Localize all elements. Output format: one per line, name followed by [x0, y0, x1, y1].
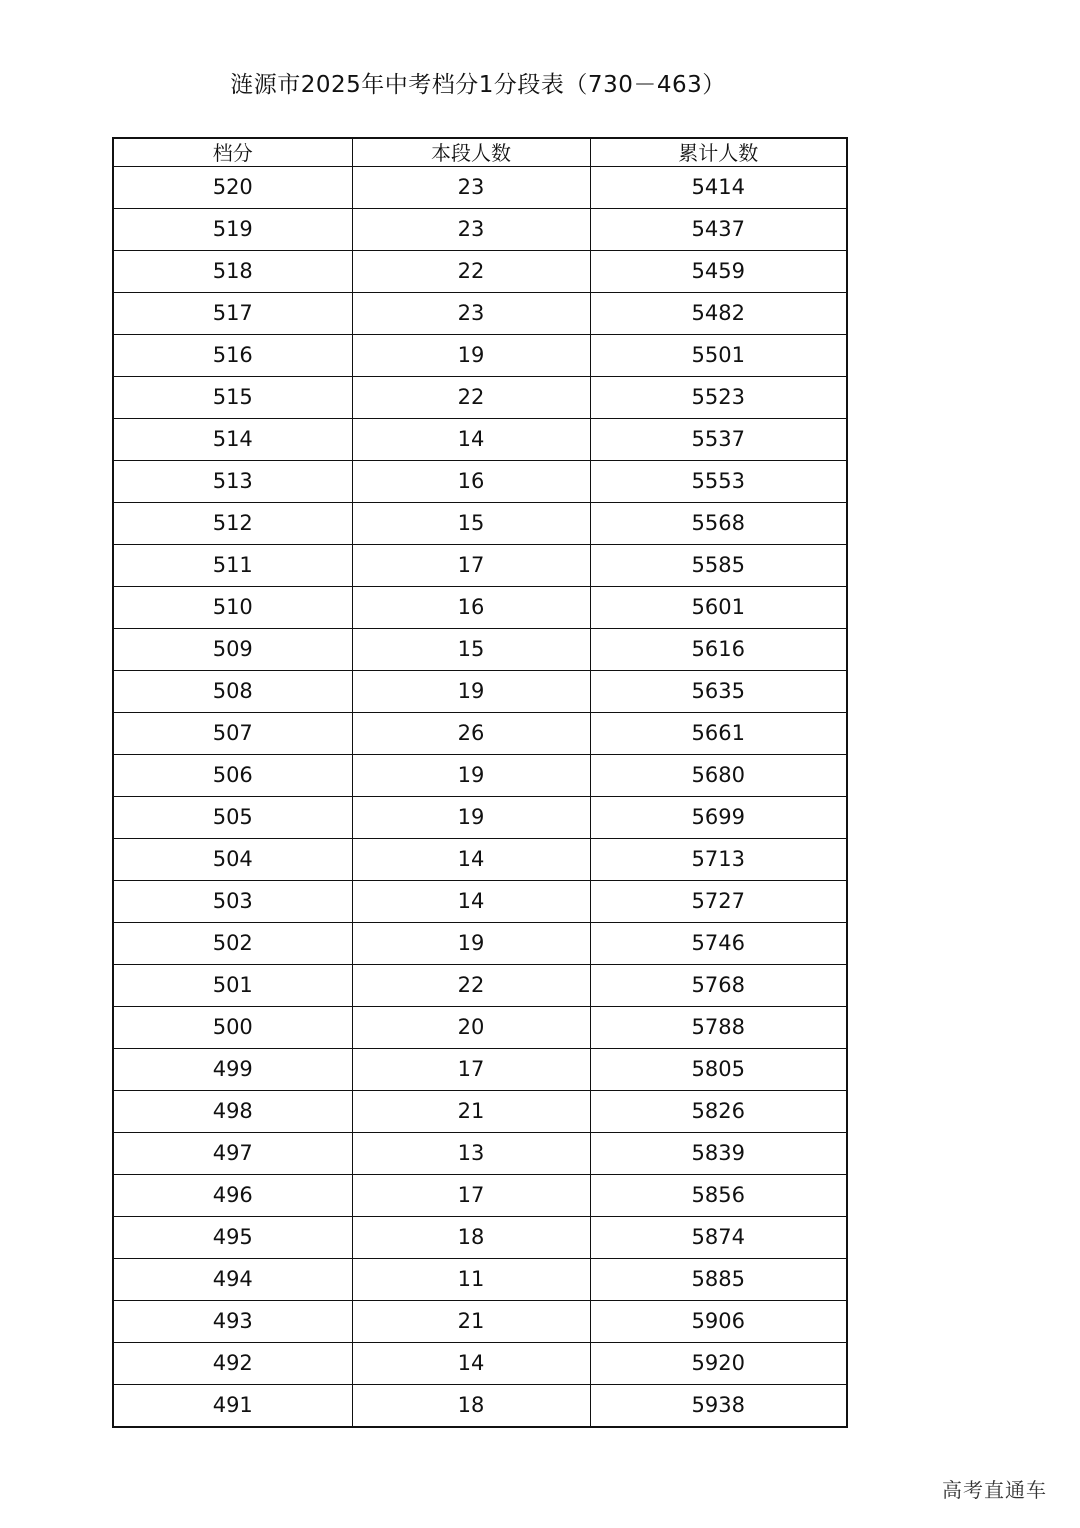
cumulative-count-cell: 5568: [590, 503, 847, 545]
score-cell: 509: [113, 629, 352, 671]
score-cell: 494: [113, 1259, 352, 1301]
header-segment-count: 本段人数: [352, 138, 590, 167]
segment-count-cell: 26: [352, 713, 590, 755]
score-cell: 496: [113, 1175, 352, 1217]
table-row: [113, 629, 847, 671]
segment-count-cell: 18: [352, 1385, 590, 1428]
score-cell: 500: [113, 1007, 352, 1049]
table-row: [113, 335, 847, 377]
score-cell: 506: [113, 755, 352, 797]
score-cell: 512: [113, 503, 352, 545]
segment-count-cell: 15: [352, 629, 590, 671]
score-cell: 518: [113, 251, 352, 293]
cumulative-count-cell: 5768: [590, 965, 847, 1007]
segment-count-cell: 21: [352, 1091, 590, 1133]
table-row: [113, 1091, 847, 1133]
watermark: 高考直通车: [942, 1478, 1047, 1502]
cumulative-count-cell: 5635: [590, 671, 847, 713]
cumulative-count-cell: 5906: [590, 1301, 847, 1343]
cumulative-count-cell: 5713: [590, 839, 847, 881]
table-row: [113, 755, 847, 797]
header-score: 档分: [113, 138, 352, 167]
cumulative-count-cell: 5523: [590, 377, 847, 419]
segment-count-cell: 23: [352, 293, 590, 335]
cumulative-count-cell: 5482: [590, 293, 847, 335]
cumulative-count-cell: 5501: [590, 335, 847, 377]
cumulative-count-cell: 5885: [590, 1259, 847, 1301]
table-row: [113, 1133, 847, 1175]
table-row: [113, 251, 847, 293]
cumulative-count-cell: 5805: [590, 1049, 847, 1091]
cumulative-count-cell: 5601: [590, 587, 847, 629]
table-row: [113, 713, 847, 755]
cumulative-count-cell: 5537: [590, 419, 847, 461]
segment-count-cell: 16: [352, 587, 590, 629]
score-cell: 492: [113, 1343, 352, 1385]
cumulative-count-cell: 5856: [590, 1175, 847, 1217]
segment-count-cell: 19: [352, 923, 590, 965]
segment-count-cell: 13: [352, 1133, 590, 1175]
table-row: [113, 1175, 847, 1217]
cumulative-count-cell: 5680: [590, 755, 847, 797]
table-row: [113, 1049, 847, 1091]
cumulative-count-cell: 5553: [590, 461, 847, 503]
score-cell: 507: [113, 713, 352, 755]
score-cell: 504: [113, 839, 352, 881]
table-row: [113, 1343, 847, 1385]
cumulative-count-cell: 5839: [590, 1133, 847, 1175]
table-row: [113, 1301, 847, 1343]
cumulative-count-cell: 5938: [590, 1385, 847, 1428]
segment-count-cell: 14: [352, 881, 590, 923]
segment-count-cell: 11: [352, 1259, 590, 1301]
score-cell: 508: [113, 671, 352, 713]
cumulative-count-cell: 5788: [590, 1007, 847, 1049]
table-row: [113, 293, 847, 335]
score-cell: 493: [113, 1301, 352, 1343]
table-row: [113, 545, 847, 587]
score-cell: 497: [113, 1133, 352, 1175]
cumulative-count-cell: 5874: [590, 1217, 847, 1259]
segment-count-cell: 23: [352, 209, 590, 251]
segment-count-cell: 17: [352, 545, 590, 587]
table-body: [113, 167, 847, 1428]
segment-count-cell: 20: [352, 1007, 590, 1049]
segment-count-cell: 17: [352, 1175, 590, 1217]
score-cell: 513: [113, 461, 352, 503]
segment-count-cell: 14: [352, 839, 590, 881]
table-row: [113, 923, 847, 965]
table-row: [113, 839, 847, 881]
segment-count-cell: 23: [352, 167, 590, 209]
score-cell: 511: [113, 545, 352, 587]
cumulative-count-cell: 5727: [590, 881, 847, 923]
cumulative-count-cell: 5437: [590, 209, 847, 251]
score-cell: 499: [113, 1049, 352, 1091]
table-row: [113, 1217, 847, 1259]
score-cell: 515: [113, 377, 352, 419]
table-row: [113, 1259, 847, 1301]
table-row: [113, 419, 847, 461]
score-distribution-table: [112, 137, 848, 1428]
segment-count-cell: 22: [352, 251, 590, 293]
table-row: [113, 461, 847, 503]
table-header-row: [113, 138, 847, 167]
segment-count-cell: 21: [352, 1301, 590, 1343]
score-cell: 498: [113, 1091, 352, 1133]
header-cumulative-count: 累计人数: [590, 138, 847, 167]
table-row: [113, 587, 847, 629]
table-row: [113, 167, 847, 209]
segment-count-cell: 19: [352, 335, 590, 377]
cumulative-count-cell: 5414: [590, 167, 847, 209]
segment-count-cell: 22: [352, 377, 590, 419]
table-row: [113, 503, 847, 545]
segment-count-cell: 19: [352, 671, 590, 713]
table-row: [113, 881, 847, 923]
table-row: [113, 377, 847, 419]
cumulative-count-cell: 5699: [590, 797, 847, 839]
score-cell: 501: [113, 965, 352, 1007]
segment-count-cell: 16: [352, 461, 590, 503]
score-cell: 510: [113, 587, 352, 629]
table-row: [113, 965, 847, 1007]
score-cell: 519: [113, 209, 352, 251]
segment-count-cell: 17: [352, 1049, 590, 1091]
cumulative-count-cell: 5746: [590, 923, 847, 965]
cumulative-count-cell: 5920: [590, 1343, 847, 1385]
segment-count-cell: 19: [352, 797, 590, 839]
segment-count-cell: 15: [352, 503, 590, 545]
segment-count-cell: 18: [352, 1217, 590, 1259]
score-cell: 517: [113, 293, 352, 335]
cumulative-count-cell: 5585: [590, 545, 847, 587]
cumulative-count-cell: 5616: [590, 629, 847, 671]
score-cell: 520: [113, 167, 352, 209]
score-cell: 516: [113, 335, 352, 377]
score-cell: 491: [113, 1385, 352, 1428]
score-cell: 495: [113, 1217, 352, 1259]
segment-count-cell: 14: [352, 1343, 590, 1385]
table-row: [113, 1007, 847, 1049]
cumulative-count-cell: 5459: [590, 251, 847, 293]
cumulative-count-cell: 5826: [590, 1091, 847, 1133]
table-row: [113, 209, 847, 251]
segment-count-cell: 14: [352, 419, 590, 461]
segment-count-cell: 19: [352, 755, 590, 797]
score-cell: 502: [113, 923, 352, 965]
score-cell: 503: [113, 881, 352, 923]
segment-count-cell: 22: [352, 965, 590, 1007]
table-row: [113, 1385, 847, 1428]
table-row: [113, 671, 847, 713]
score-cell: 514: [113, 419, 352, 461]
score-cell: 505: [113, 797, 352, 839]
cumulative-count-cell: 5661: [590, 713, 847, 755]
table-row: [113, 797, 847, 839]
page-title: 涟源市2025年中考档分1分段表（730－463）: [230, 72, 726, 98]
